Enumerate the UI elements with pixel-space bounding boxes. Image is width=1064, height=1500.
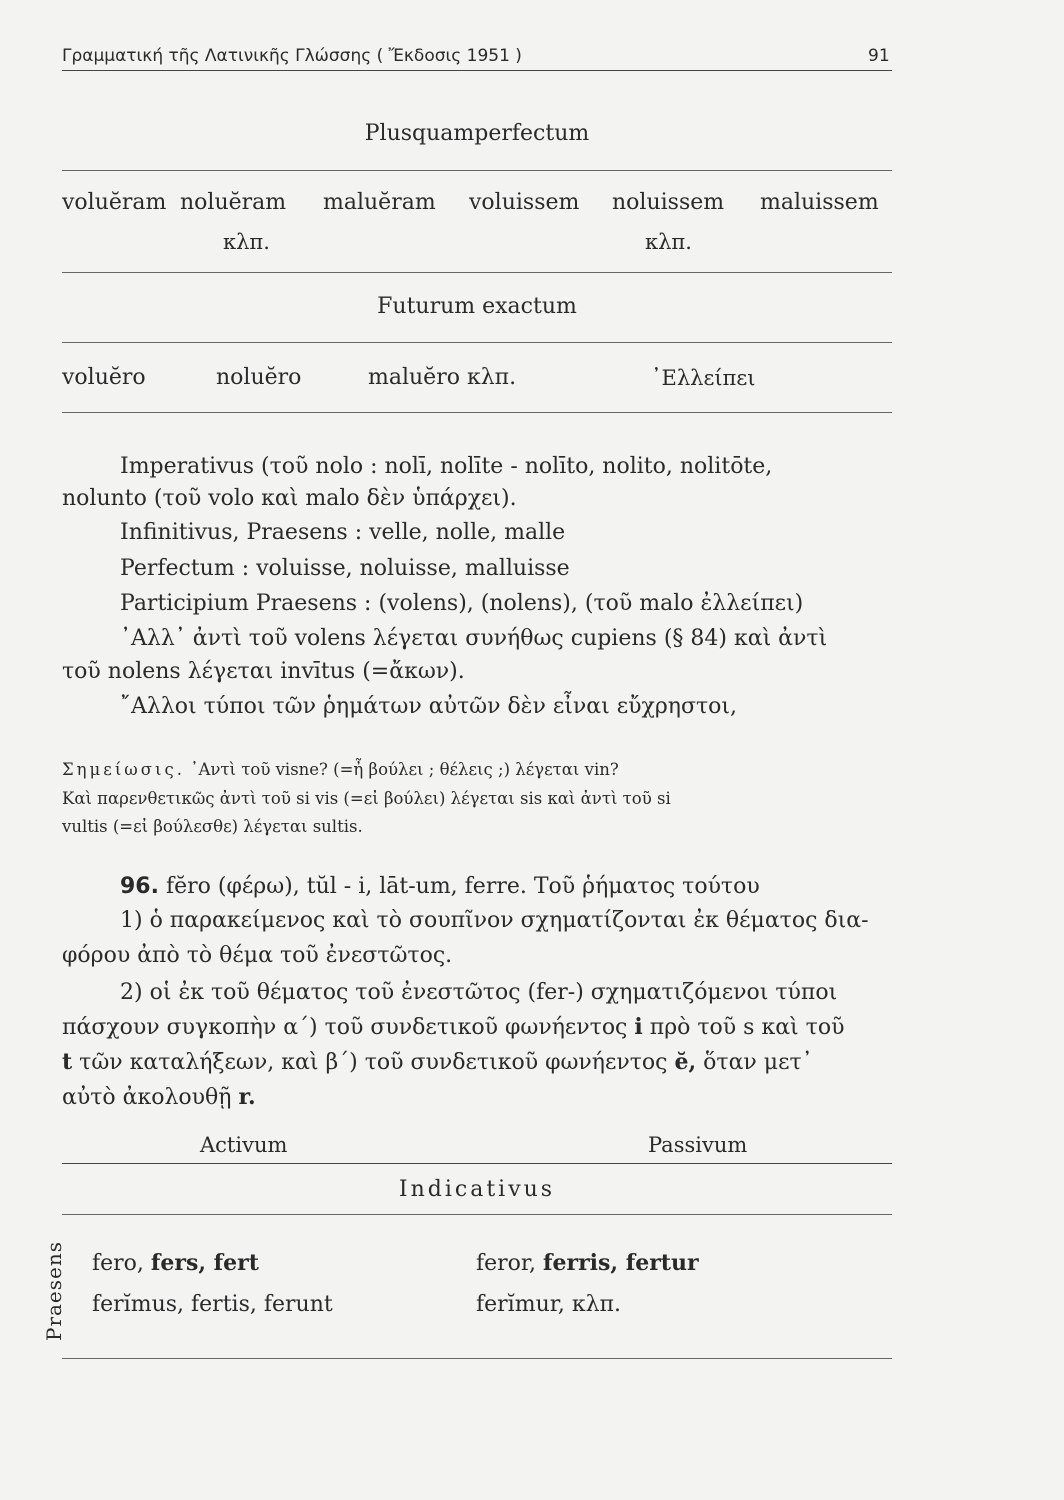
form-noluissem: noluissem: [612, 190, 725, 215]
section96-line-3: φόρου ἀπὸ τὸ θέμα τοῦ ἐνεστῶτος.: [62, 943, 453, 968]
section96-line-4: 2) οἱ ἐκ τοῦ θέματος τοῦ ἐνεστῶτος (fer-) σχηματιζόμενοι τύποι: [120, 980, 838, 1005]
participium-line: Participium Praesens : (volens), (nolens), (τοῦ malo ἐλλείπει): [120, 591, 804, 616]
page-number: 91: [868, 46, 890, 66]
passive-row-1: [476, 1250, 699, 1276]
form-voluero: voluĕro: [62, 365, 146, 390]
imperativus-line-1: Imperativus (τοῦ nolo : nolī, nolīte - nolīto, nolito, nolitōte,: [120, 454, 773, 479]
section-number: 96.: [120, 874, 159, 899]
passive-row-2: ferĭmur, κλπ.: [476, 1292, 621, 1317]
all-line-2: τοῦ nolens λέγεται invītus (=ἄκων).: [62, 659, 465, 684]
indicativus-heading: Indicativus: [398, 1177, 556, 1202]
form-maluissem: maluissem: [760, 190, 879, 215]
header-rule: [62, 70, 892, 71]
line7-pre: αὐτὸ ἀκολουθῇ: [62, 1085, 232, 1110]
note-line-1: [62, 760, 619, 779]
rule: [62, 342, 892, 343]
line5-post: πρὸ τοῦ s καὶ τοῦ: [649, 1015, 845, 1040]
table-rule-top: [62, 1163, 892, 1164]
etc-left: κλπ.: [223, 230, 270, 254]
note-line-2: Καὶ παρενθετικῶς ἀντὶ τοῦ si vis (=εἰ βούλει) λέγεται sis καὶ ἀντὶ τοῦ si: [62, 789, 671, 808]
rule: [62, 412, 892, 413]
section96-line-7: [62, 1084, 256, 1110]
running-header: Γραμματική τῆς Λατινικῆς Γλώσσης ( Ἔκδοσις 1951 ): [62, 46, 522, 66]
form-voluissem: voluissem: [469, 190, 580, 215]
form-maluero: maluĕro κλπ.: [368, 365, 517, 390]
section96-line-6: [62, 1049, 813, 1075]
imperativus-line-2: nolunto (τοῦ volo καὶ malo δὲν ὑπάρχει).: [62, 486, 517, 511]
active-1-plain: fero,: [92, 1251, 144, 1276]
letter-t: t: [62, 1049, 73, 1075]
activum-heading: Activum: [200, 1133, 288, 1157]
form-noluerам: noluĕram: [180, 190, 287, 215]
form-maluerам: maluĕram: [323, 190, 436, 215]
line6-post: ὅταν μετ᾿: [703, 1050, 813, 1075]
vowel-e: ĕ,: [674, 1049, 697, 1075]
letter-r: r.: [238, 1084, 256, 1110]
form-noluero: noluĕro: [216, 365, 302, 390]
note-label: Σημείωσις.: [62, 760, 185, 779]
passive-1-plain: feror,: [476, 1251, 537, 1276]
praesens-label: Praesens: [42, 1240, 66, 1342]
section96-line-5: [62, 1014, 844, 1040]
note-line-3: vultis (=εἰ βούλεσθε) λέγεται sultis.: [62, 817, 363, 836]
table-rule-mid: [62, 1214, 892, 1215]
futurum-exactum-title: Futurum exactum: [377, 294, 577, 319]
active-1-bold: fers, fert: [150, 1250, 259, 1276]
vowel-i: i: [634, 1014, 643, 1040]
plusquamperfectum-title: Plusquamperfectum: [364, 121, 590, 146]
all-line-1: ᾿Αλλ᾿ ἀντὶ τοῦ volens λέγεται συνήθως cupiens (§ 84) καὶ ἀντὶ: [120, 626, 828, 651]
rule: [62, 272, 892, 273]
section96-text-1: fĕro (φέρω), tŭl - i, lāt-um, ferre. Τοῦ ῥήματος τούτου: [165, 874, 760, 899]
passivum-heading: Passivum: [648, 1133, 748, 1157]
rule: [62, 170, 892, 171]
note-text-1: ᾿Αντὶ τοῦ visne? (=ἦ βούλει ; θέλεις ;) λέγεται vin?: [190, 760, 619, 779]
table-rule-bottom: [62, 1358, 892, 1359]
alloi-line: ῎Αλλοι τύποι τῶν ῥημάτων αὐτῶν δὲν εἶναι εὔχρηστοι,: [120, 694, 737, 719]
section96-line-2: 1) ὁ παρακείμενος καὶ τὸ σουπῖνον σχηματίζονται ἐκ θέματος δια-: [120, 908, 869, 933]
form-voluerам: voluĕram: [62, 190, 167, 215]
active-row-2: ferĭmus, fertis, ferunt: [92, 1292, 333, 1317]
etc-right: κλπ.: [645, 230, 692, 254]
perfectum-line: Perfectum : voluisse, noluisse, malluisse: [120, 556, 570, 581]
active-row-1: [92, 1250, 259, 1276]
passive-1-bold: ferris, fertur: [543, 1250, 699, 1276]
form-elleipei: ᾿Ελλείπει: [651, 366, 756, 390]
section96-line-1: [120, 874, 760, 899]
line5-pre: πάσχουν συγκοπὴν α΄) τοῦ συνδετικοῦ φωνήεντος: [62, 1015, 628, 1040]
line6-mid: τῶν καταλήξεων, καὶ β΄) τοῦ συνδετικοῦ φωνήεντος: [79, 1050, 668, 1075]
infinitivus-line: Infinitivus, Praesens : velle, nolle, malle: [120, 520, 566, 545]
